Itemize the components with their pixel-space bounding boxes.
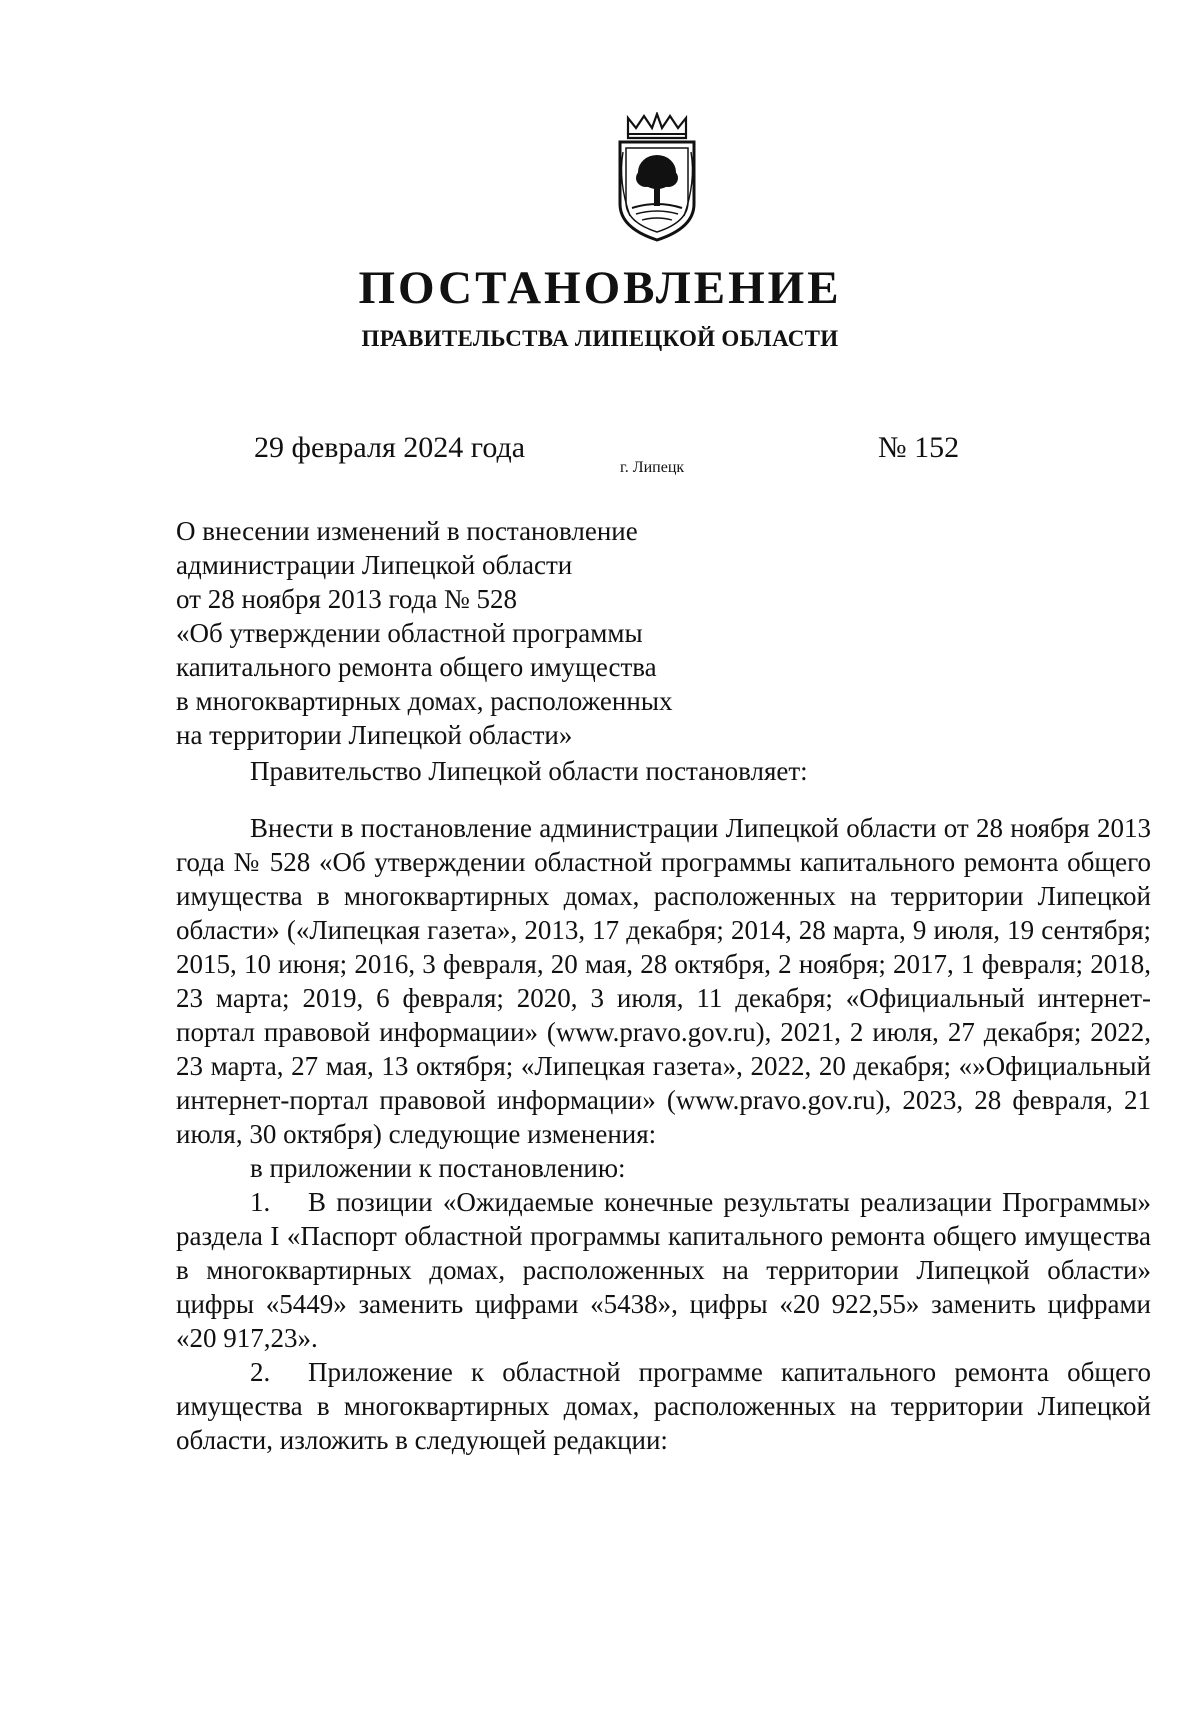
document-city: г. Липецк <box>620 459 685 476</box>
subject-line: капитального ремонта общего имущества <box>176 652 657 682</box>
document-title: ПОСТАНОВЛЕНИЕ <box>358 262 842 314</box>
list-item <box>176 1355 1151 1457</box>
subject-line: «Об утверждении областной программы <box>176 618 643 648</box>
list-item-number: 2. <box>250 1357 271 1387</box>
subject-line: на территории Липецкой области» <box>176 720 573 750</box>
document-date: 29 февраля 2024 года <box>254 431 526 464</box>
preamble: Правительство Липецкой области постановляет: <box>250 756 808 786</box>
list-item <box>176 1185 1151 1355</box>
paragraph-amendment: Внести в постановление администрации Липецкой области от 28 ноября 2013 года № 528 «Об утверждении областной программы капитального ремонта общего имущества в многоквартирных домах, расположенных на территории Липецкой области» («Липецкая газета», 2013, 17 декабря; 2014, 28 марта, 9 июля, 19 сентября; 2015, 10 июня; 2016, 3 февраля, 20 мая, 28 октября, 2 ноября; 2017, 1 февраля; 2018, 23 марта; 2019, 6 февраля; 2020, 3 июля, 11 декабря; «Официальный интернет-портал правовой информации» (www.pravo.gov.ru), 2021, 2 июля, 27 декабря; 2022, 23 марта, 27 мая, 13 октября; «Липецкая газета», 2022, 20 декабря; «»Официальный интернет-портал правовой информации» (www.pravo.gov.ru), 2023, 28 февраля, 21 июля, 30 октября) следующие изменения: <box>176 813 1151 1149</box>
document-body <box>176 811 1151 1457</box>
document-number: № 152 <box>878 431 960 464</box>
list-item-text: В позиции «Ожидаемые конечные результаты реализации Программы» раздела I «Паспорт областной программы капитального ремонта общего имущества в многоквартирных домах, расположенных на территории Липецкой области» цифры «5449» заменить цифрами «5438», цифры «20 922,55» заменить цифрами «20 917,23». <box>176 1187 1151 1353</box>
paragraph-appendix: в приложении к постановлению: <box>250 1153 626 1183</box>
list-item-number: 1. <box>250 1187 271 1217</box>
subject-line: в многоквартирных домах, расположенных <box>176 686 673 716</box>
subject-line: администрации Липецкой области <box>176 550 573 580</box>
document-subject <box>176 514 736 752</box>
document-issuer: ПРАВИТЕЛЬСТВА ЛИПЕЦКОЙ ОБЛАСТИ <box>361 326 839 351</box>
coat-of-arms-icon <box>614 112 700 242</box>
list-item-text: Приложение к областной программе капитального ремонта общего имущества в многоквартирных домах, расположенных на территории Липецкой области, изложить в следующей редакции: <box>176 1357 1151 1455</box>
subject-line: от 28 ноября 2013 года № 528 <box>176 584 518 614</box>
subject-line: О внесении изменений в постановление <box>176 516 638 546</box>
